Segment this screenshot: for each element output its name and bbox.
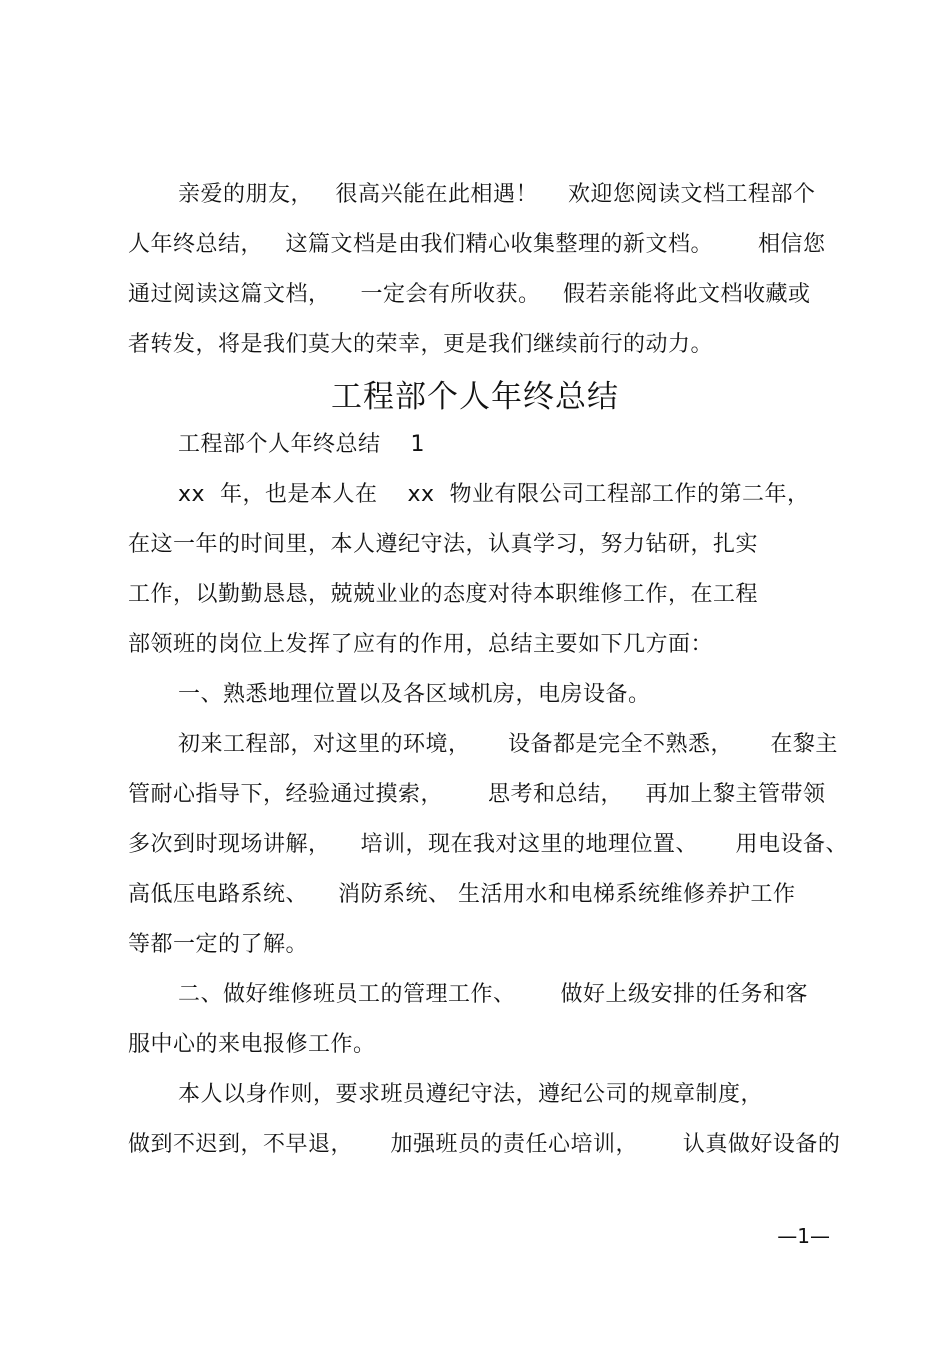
body-line: 初来工程部，对这里的环境， 设备都是完全不熟悉， 在黎主 xyxy=(178,732,838,757)
body-line: 服中心的来电报修工作。 xyxy=(128,1032,376,1057)
section-heading: 工程部个人年终总结 1 xyxy=(178,432,425,457)
intro-line-1: 亲爱的朋友， 很高兴能在此相遇！ 欢迎您阅读文档工程部个 xyxy=(178,182,816,207)
intro-line-4: 者转发，将是我们莫大的荣幸，更是我们继续前行的动力。 xyxy=(128,332,714,357)
body-line: 高低压电路系统、 消防系统、 生活用水和电梯系统维修养护工作 xyxy=(128,882,796,907)
body-line: 本人以身作则，要求班员遵纪守法，遵纪公司的规章制度， xyxy=(178,1082,764,1107)
body-line: xx 年，也是本人在 xx 物业有限公司工程部工作的第二年， xyxy=(178,482,810,507)
document-title: 工程部个人年终总结 xyxy=(331,379,619,415)
body-line: 等都一定的了解。 xyxy=(128,932,309,957)
intro-line-3: 通过阅读这篇文档， 一定会有所收获。 假若亲能将此文档收藏或 xyxy=(128,282,811,307)
page-number: —1— xyxy=(777,1224,830,1248)
body-line: 工作，以勤勤恳恳，兢兢业业的态度对待本职维修工作，在工程 xyxy=(128,582,759,607)
body-line: 管耐心指导下，经验通过摸索， 思考和总结， 再加上黎主管带领 xyxy=(128,782,826,807)
body-line: 多次到时现场讲解， 培训，现在我对这里的地理位置、 用电设备、 xyxy=(128,832,848,857)
body-line: 在这一年的时间里，本人遵纪守法，认真学习，努力钻研，扎实 xyxy=(128,532,759,557)
subheading-1: 一、熟悉地理位置以及各区域机房，电房设备。 xyxy=(178,682,651,707)
body-line: 部领班的岗位上发挥了应有的作用，总结主要如下几方面： xyxy=(128,632,714,657)
intro-line-2: 人年终总结， 这篇文档是由我们精心收集整理的新文档。 相信您 xyxy=(128,232,826,257)
body-line: 做到不迟到，不早退， 加强班员的责任心培训， 认真做好设备的 xyxy=(128,1132,841,1157)
subheading-2: 二、做好维修班员工的管理工作、 做好上级安排的任务和客 xyxy=(178,982,808,1007)
